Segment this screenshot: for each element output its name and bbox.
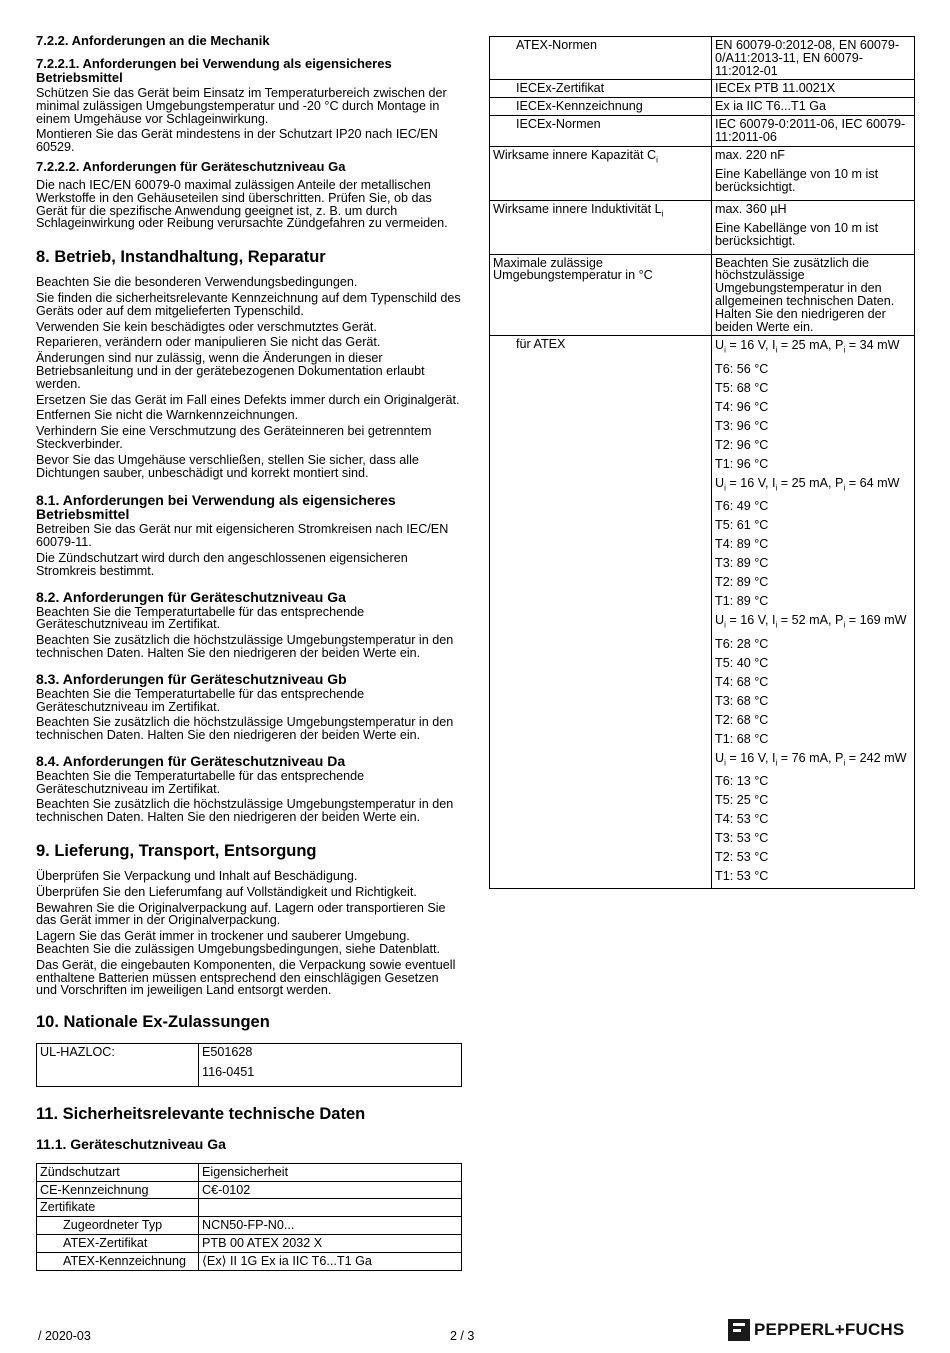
temperature-class: T3: 96 °C [715,418,769,433]
table-cell: E501628 [199,1044,462,1064]
paragraph: Sie finden die sicherheitsrelevante Kennzeichnung auf dem Typenschild des Geräts oder auf dem mitgelieferten Typenschild. [36,290,461,318]
table-ex-approvals [36,1043,462,1087]
left-column [36,34,462,1271]
temperature-class: T5: 25 °C [715,793,769,808]
paragraph: Ersetzen Sie das Gerät im Fall eines Defekts immer durch ein Originalgerät. [36,392,460,407]
table-cell: 116-0451 [199,1064,462,1086]
table-cell: Zugeordneter Typ [37,1217,199,1235]
param-value: = 64 mW [845,475,900,490]
cell-value: Eine Kabellänge von 10 m ist berücksichtigt. [715,166,879,194]
paragraph: Beachten Sie die besonderen Verwendungsbedingungen. [36,275,358,290]
subscript: i [724,483,726,493]
paragraph: Bevor Sie das Umgehäuse verschließen, stellen Sie sicher, dass alle Dichtungen sauber, unbeschädigt und korrekt montiert sind. [36,452,419,480]
temperature-class: T1: 89 °C [715,594,769,609]
temperature-class: T5: 61 °C [715,518,769,533]
subscript: i [724,620,726,630]
cell-value: max. 360 µH [715,201,787,216]
temperature-class: T2: 68 °C [715,712,769,727]
param-symbol: U [715,475,725,490]
paragraph: Änderungen sind nur zulässig, wenn die Änderungen in dieser Betriebsanleitung und in der gerätebezogenen Dokumentation erlaubt werden. [36,351,425,391]
param-value: = 25 mA, P [777,475,844,490]
temperature-class: T2: 53 °C [715,850,769,865]
param-value: = 52 mA, P [777,613,844,628]
table-cell: Maximale zulässige Umgebungstemperatur in °C [490,254,712,336]
table-cell: Ex ia IIC T6...T1 Ga [712,98,915,116]
paragraph: Lagern Sie das Gerät immer in trockener und sauberer Umgebung. Beachten Sie die zulässigen Umgebungsbedingungen, siehe Datenblatt. [36,929,440,957]
temperature-class: T6: 13 °C [715,774,769,789]
electrical-parameters [715,336,911,360]
heading-8-1: 8.1. Anforderungen bei Verwendung als eigensicheres Betriebsmittel [36,492,396,523]
temperature-class: T4: 53 °C [715,812,769,827]
table-cell: PTB 00 ATEX 2032 X [199,1235,462,1253]
heading-9: 9. Lieferung, Transport, Entsorgung [36,842,317,861]
table-cell: Beachten Sie zusätzlich die höchstzulässige Umgebungstemperatur in den allgemeinen technischen Daten. Halten Sie den niedrigeren der beiden Werte ein. [712,254,915,336]
table-row [490,254,915,336]
temperature-class: T4: 89 °C [715,537,769,552]
table-cell: ATEX-Kennzeichnung [37,1252,199,1270]
param-value: = 34 mW [845,338,900,353]
table-cell: UL-HAZLOC: [37,1044,199,1087]
subscript: i [843,758,846,768]
table-row [490,98,915,116]
temperature-class: T5: 68 °C [715,380,769,395]
table-cell: ATEX-Zertifikat [37,1235,199,1253]
table-row [37,1252,462,1270]
table-row [490,336,915,889]
cell-label: Wirksame innere Kapazität C [493,147,657,162]
paragraph: Reparieren, verändern oder manipulieren Sie nicht das Gerät. [36,335,381,350]
subscript: i [775,758,778,768]
right-column [489,36,915,889]
electrical-parameters [715,611,911,635]
param-value: = 16 V, I [725,750,776,765]
paragraph: Überprüfen Sie den Lieferumfang auf Vollständigkeit und Richtigkeit. [36,884,417,899]
paragraph: Das Gerät, die eingebauten Komponenten, die Verpackung sowie eventuell enthaltene Batterien müssen entsprechend den einschlägigen Gesetzen und Vorschriften im jeweiligen Land entsorgt werden. [36,957,456,998]
param-symbol: U [715,750,725,765]
electrical-parameters [715,749,911,773]
paragraph: Schützen Sie das Gerät beim Einsatz im Temperaturbereich zwischen der minimal zulässigen Umgebungstemperatur und -20 °C durch Montage in einem Umgehäuse vor Schlageinwirkung. [36,86,447,126]
param-value: = 16 V, I [725,475,776,490]
heading-10: 10. Nationale Ex-Zulassungen [36,1013,270,1032]
table-row [37,1181,462,1199]
table-row [37,1044,462,1064]
table-row [490,37,915,80]
heading-11: 11. Sicherheitsrelevante technische Daten [36,1104,366,1123]
temperature-class: T3: 89 °C [715,556,769,571]
table-cell: EN 60079-0:2012-08, EN 60079-0/A11:2013-11, EN 60079-11:2012-01 [712,37,915,80]
cell-value: max. 220 nF [715,147,785,162]
subscript: i [656,155,658,165]
table-cell [490,200,712,254]
table-cell: IECEx-Normen [490,115,712,146]
temperature-class: T1: 68 °C [715,731,769,746]
heading-8-3: 8.3. Anforderungen für Geräteschutzniveau Gb [36,670,347,687]
heading-7-2-2-2: 7.2.2.2. Anforderungen für Geräteschutzniveau Ga [36,158,346,174]
paragraph: Bewahren Sie die Originalverpackung auf. Lagern oder transportieren Sie das Gerät immer in der Originalverpackung. [36,900,446,928]
logo-mark-icon [728,1319,750,1341]
table-row [490,200,915,254]
paragraph: Verwenden Sie kein beschädigtes oder verschmutztes Gerät. [36,319,377,334]
cell-value: Eine Kabellänge von 10 m ist berücksichtigt. [715,220,879,248]
table-cell: IEC 60079-0:2011-06, IEC 60079-11:2011-06 [712,115,915,146]
temperature-class: T6: 49 °C [715,499,769,514]
temperature-class: T2: 89 °C [715,575,769,590]
temperature-class: T6: 28 °C [715,636,769,651]
subscript: i [843,345,846,355]
footer-date: / 2020-03 [38,1329,91,1343]
table-cell: IECEx-Zertifikat [490,80,712,98]
param-value: = 242 mW [845,750,907,765]
table-row [490,115,915,146]
param-value: = 25 mA, P [777,338,844,353]
table-cell: NCN50-FP-N0... [199,1217,462,1235]
page-number: 2 / 3 [450,1329,475,1343]
temperature-class: T2: 96 °C [715,437,769,452]
temperature-class: T1: 53 °C [715,869,769,884]
heading-8: 8. Betrieb, Instandhaltung, Reparatur [36,248,326,267]
subscript: i [724,758,726,768]
temperature-class: T5: 40 °C [715,655,769,670]
param-value: = 16 V, I [725,613,776,628]
table-cell [712,336,915,889]
heading-7-2-2-1: 7.2.2.1. Anforderungen bei Verwendung als eigensicheres Betriebsmittel [36,56,392,85]
temperature-class: T4: 68 °C [715,674,769,689]
paragraph: Verhindern Sie eine Verschmutzung des Geräteinneren bei getrenntem Steckverbinder. [36,424,432,451]
table-cell [712,146,915,200]
paragraph: Überprüfen Sie Verpackung und Inhalt auf Beschädigung. [36,869,358,884]
temperature-class: T6: 56 °C [715,361,769,376]
table-safety-data-continued [489,36,915,889]
param-value: = 169 mW [845,613,907,628]
paragraph: Beachten Sie die Temperaturtabelle für das entsprechende Geräteschutzniveau im Zertifikat. [36,604,365,632]
table-ga [36,1163,462,1271]
subscript: i [775,345,778,355]
electrical-parameters [715,474,911,498]
temperature-class: T1: 96 °C [715,456,769,471]
paragraph: Betreiben Sie das Gerät nur mit eigensicheren Stromkreisen nach IEC/EN 60079-11. [36,522,449,550]
param-value: = 76 mA, P [777,750,844,765]
table-cell [490,146,712,200]
table-row [37,1235,462,1253]
subscript: i [843,483,846,493]
paragraph: Beachten Sie zusätzlich die höchstzulässige Umgebungstemperatur in den technischen Daten. Halten Sie den niedrigeren der beiden Werte ein. [36,797,454,825]
table-row [37,1199,462,1217]
table-cell: IECEx-Kennzeichnung [490,98,712,116]
table-cell: ATEX-Normen [490,37,712,80]
table-row [490,80,915,98]
subscript: i [775,483,778,493]
subscript: i [724,345,726,355]
table-cell: Eigensicherheit [199,1163,462,1181]
table-cell: C€-0102 [199,1181,462,1199]
paragraph: Die nach IEC/EN 60079-0 maximal zulässigen Anteile der metallischen Werkstoffe in den Gehäuseteilen sind überschritten. Prüfen Sie, ob das Gerät für die spezifische Anwendung geeignet ist, z. B. um durch Schlageinwirkung oder Reibung verursachte Zündgefahren zu vermeiden. [36,177,448,231]
paragraph: Beachten Sie die Temperaturtabelle für das entsprechende Geräteschutzniveau im Zertifikat. [36,768,365,796]
table-cell: IECEx PTB 11.0021X [712,80,915,98]
paragraph: Beachten Sie zusätzlich die höchstzulässige Umgebungstemperatur in den technischen Daten. Halten Sie den niedrigeren der beiden Werte ein. [36,715,454,743]
table-row [37,1163,462,1181]
temperature-class: T3: 53 °C [715,831,769,846]
table-cell [712,200,915,254]
logo-text: PEPPERL+FUCHS [754,1320,905,1339]
param-symbol: U [715,338,725,353]
heading-11-1: 11.1. Geräteschutzniveau Ga [36,1135,226,1152]
subscript: i [843,620,846,630]
paragraph: Montieren Sie das Gerät mindestens in der Schutzart IP20 nach IEC/EN 60529. [36,127,438,155]
heading-7-2-2: 7.2.2. Anforderungen an die Mechanik [36,33,270,48]
subscript: i [661,209,664,219]
param-value: = 16 V, I [725,338,776,353]
subscript: i [775,620,778,630]
temperature-class: T4: 96 °C [715,399,769,414]
temperature-class: T3: 68 °C [715,693,769,708]
table-cell: Zündschutzart [37,1163,199,1181]
table-row [490,146,915,200]
list-8 [36,276,462,479]
cell-label: Wirksame innere Induktivität L [493,201,662,216]
table-cell: für ATEX [490,336,712,889]
param-symbol: U [715,613,725,628]
paragraph: Beachten Sie zusätzlich die höchstzulässige Umgebungstemperatur in den technischen Daten. Halten Sie den niedrigeren der beiden Werte ein. [36,633,454,660]
paragraph: Entfernen Sie nicht die Warnkennzeichnungen. [36,408,299,423]
heading-8-2: 8.2. Anforderungen für Geräteschutzniveau Ga [36,588,346,605]
table-cell: Zertifikate [37,1199,199,1217]
paragraph: Beachten Sie die Temperaturtabelle für das entsprechende Geräteschutzniveau im Zertifikat. [36,686,365,714]
heading-8-4: 8.4. Anforderungen für Geräteschutzniveau Da [36,752,346,769]
brand-logo [728,1319,904,1341]
table-row [37,1217,462,1235]
paragraph: Die Zündschutzart wird durch den angeschlossenen eigensicheren Stromkreis bestimmt. [36,550,408,578]
table-cell [199,1199,462,1217]
table-cell: ⟨Ex⟩ II 1G Ex ia IIC T6...T1 Ga [199,1252,462,1270]
table-cell: CE-Kennzeichnung [37,1181,199,1199]
